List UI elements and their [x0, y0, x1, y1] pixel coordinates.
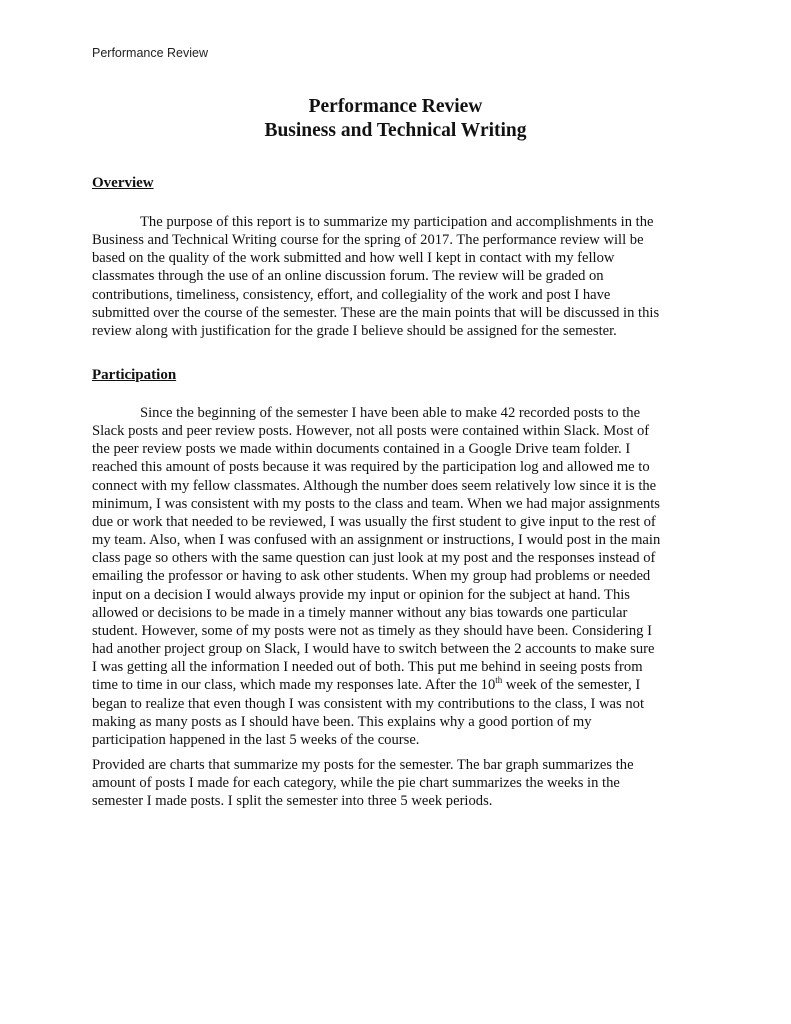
text-line: student. However, some of my posts were not as timely as they should have been. Considering I: [92, 622, 652, 639]
participation-paragraph: [92, 404, 698, 749]
text-line: based on the quality of the work submitted and how well I kept in contact with my fellow: [92, 250, 615, 267]
title-line-1: Performance Review: [308, 96, 483, 117]
text-line: my team. Also, when I was confused with an assignment or instructions, I would post in the main: [92, 532, 661, 549]
running-header: Performance Review: [92, 46, 209, 60]
text-line: review along with justification for the grade I believe should be assigned for the semester.: [92, 322, 617, 339]
text-line: due or work that needed to be reviewed, I was usually the first student to give input to the rest of: [92, 513, 656, 530]
text-line: input on a decision I would always provide my input or opinion for the subject at hand. This: [92, 586, 630, 603]
text-line: emailing the professor or having to ask other students. When my group had problems or needed: [92, 568, 651, 585]
participation-heading: Participation: [92, 367, 177, 383]
document-title: [0, 95, 791, 143]
text-segment: time to time in our class, which made my responses late. After the 10: [92, 677, 496, 694]
overview-paragraph: [92, 213, 698, 340]
text-line: making as many posts as I should have been. This explains why a good portion of my: [92, 713, 592, 730]
text-line: The purpose of this report is to summarize my participation and accomplishments in the: [140, 214, 654, 230]
text-line: began to realize that even though I was consistent with my contributions to the class, I was not: [92, 695, 645, 712]
charts-intro-paragraph: [92, 756, 698, 810]
text-line: Slack posts and peer review posts. However, not all posts were contained within Slack. Most of: [92, 423, 650, 440]
text-line: reached this amount of posts because it was required by the participation log and allowed me to: [92, 459, 650, 476]
overview-heading: Overview: [92, 175, 154, 191]
text-line: [92, 676, 698, 694]
text-line: the peer review posts we made within documents contained in a Google Drive team folder. I: [92, 441, 631, 458]
text-line: Business and Technical Writing course for the spring of 2017. The performance review will be: [92, 232, 644, 249]
text-line: class page so others with the same question can just look at my post and the responses instead of: [92, 550, 656, 567]
text-line: Provided are charts that summarize my posts for the semester. The bar graph summarizes the: [92, 757, 634, 773]
text-line: amount of posts I made for each category, while the pie chart summarizes the weeks in the: [92, 775, 620, 792]
text-line: classmates through the use of an online discussion forum. The review will be graded on: [92, 268, 604, 285]
text-line: minimum, I was consistent with my posts to the class and team. When we had major assignments: [92, 495, 660, 512]
text-line: Since the beginning of the semester I have been able to make 42 recorded posts to the: [140, 405, 641, 421]
text-line: submitted over the course of the semester. These are the main points that will be discussed in this: [92, 304, 660, 321]
text-line: participation happened in the last 5 weeks of the course.: [92, 731, 420, 748]
text-segment: week of the semester, I: [502, 677, 641, 694]
text-line: had another project group on Slack, I would have to switch between the 2 accounts to make sure: [92, 641, 655, 658]
text-line: connect with my fellow classmates. Although the number does seem relatively low since it is the: [92, 477, 657, 494]
text-line: I was getting all the information I needed out of both. This put me behind in seeing posts from: [92, 659, 643, 676]
text-line: contributions, timeliness, consistency, effort, and collegiality of the work and post I have: [92, 286, 611, 303]
text-line: allowed or decisions to be made in a timely manner without any bias towards one particular: [92, 604, 628, 621]
title-line-2: Business and Technical Writing: [264, 120, 527, 141]
superscript: th: [495, 675, 503, 686]
text-line: semester I made posts. I split the semester into three 5 week periods.: [92, 793, 493, 810]
